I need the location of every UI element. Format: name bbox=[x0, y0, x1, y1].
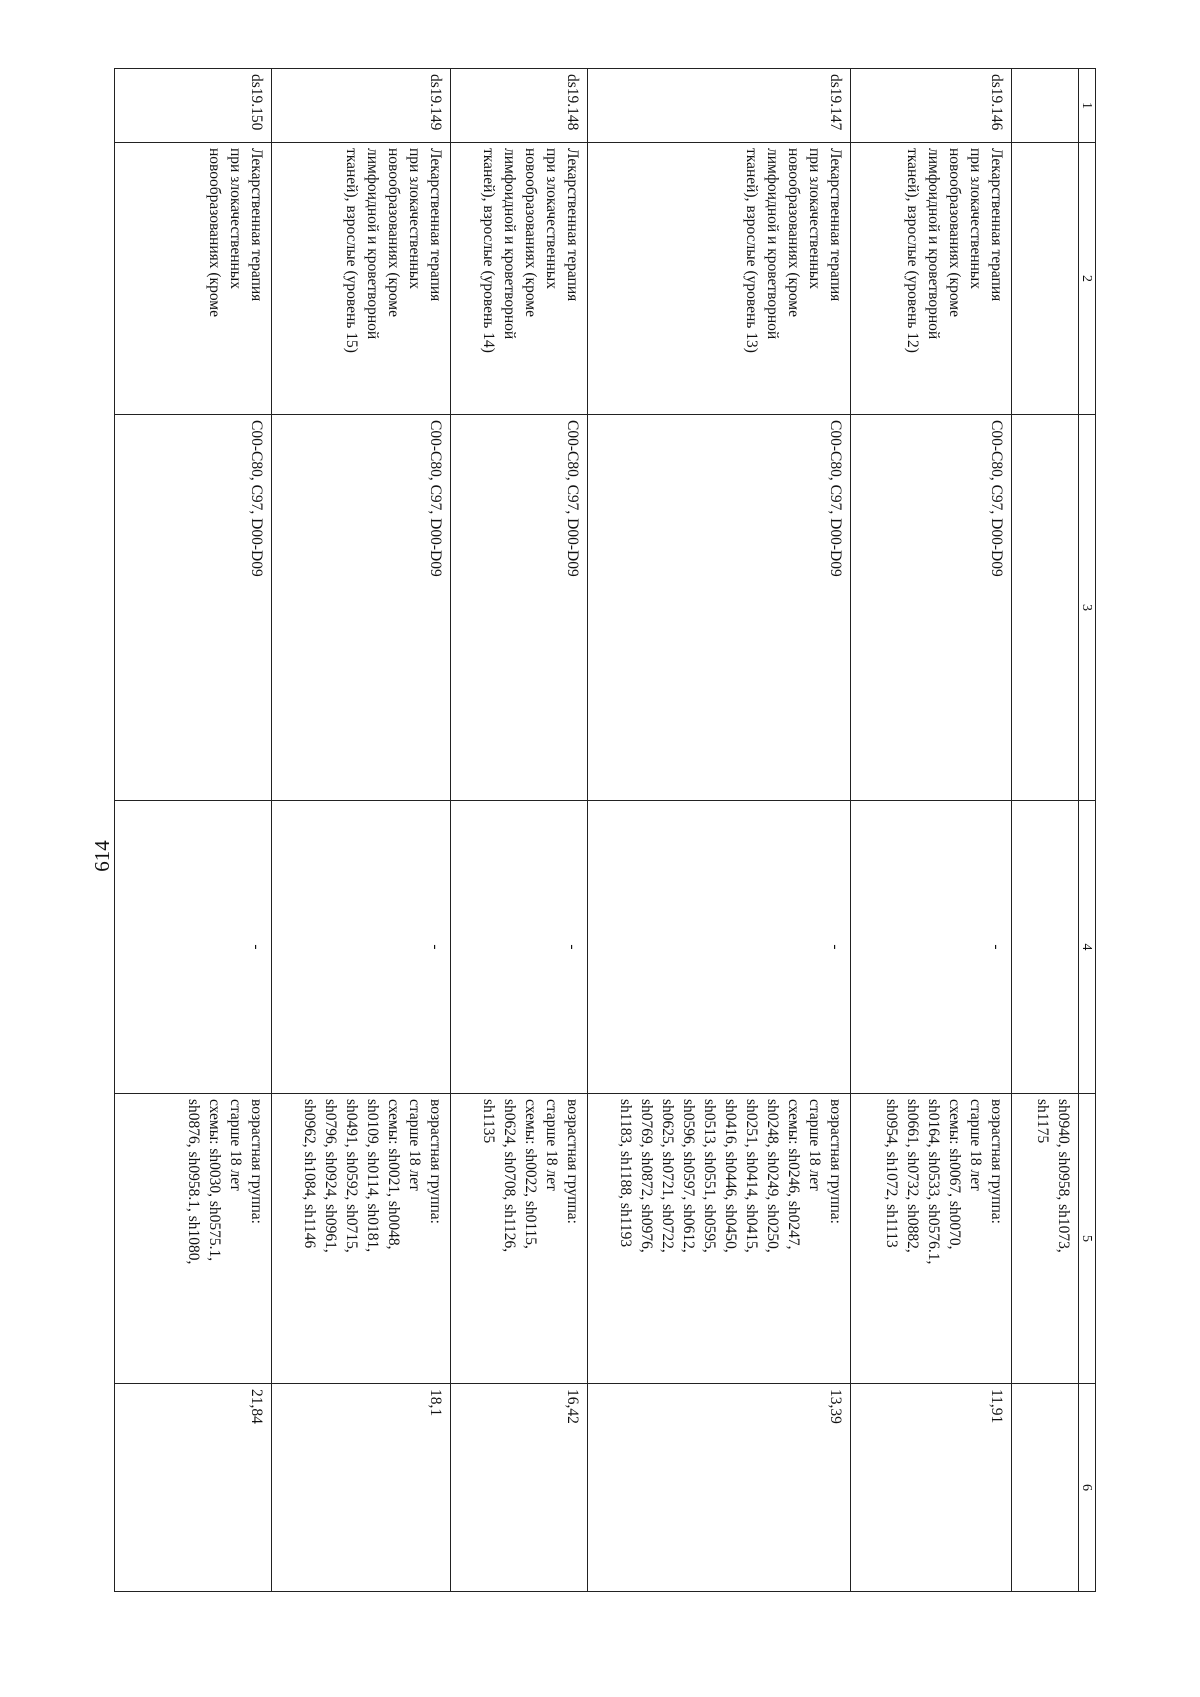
empty-cell bbox=[1012, 801, 1079, 1094]
criteria-line: sh0962, sh1084, sh1146 bbox=[301, 1099, 318, 1249]
name-line: тканей), взрослые (уровень 13) bbox=[743, 148, 760, 353]
continuation-row bbox=[1012, 69, 1079, 1592]
name-line: при злокачественных bbox=[806, 148, 823, 289]
coefficient-cell: 18,1 bbox=[272, 1384, 451, 1592]
name-line: Лекарственная терапия bbox=[564, 148, 581, 302]
column-number: 5 bbox=[1079, 1094, 1096, 1384]
table-row bbox=[115, 69, 272, 1592]
table-row bbox=[851, 69, 1012, 1592]
diagnoses-cell: C00-C80, C97, D00-D09 bbox=[451, 415, 588, 801]
column-number: 4 bbox=[1079, 801, 1096, 1094]
coefficient-cell: 21,84 bbox=[115, 1384, 272, 1592]
criteria-line: старше 18 лет bbox=[543, 1099, 560, 1191]
criteria-cell bbox=[588, 1094, 851, 1384]
name-cell bbox=[272, 143, 451, 415]
criteria-line: sh0109, sh0114, sh0181, bbox=[364, 1099, 381, 1253]
code-cell: ds19.148 bbox=[451, 69, 588, 143]
criteria-line: возрастная группа: bbox=[827, 1099, 844, 1224]
coefficient-cell: 16,42 bbox=[451, 1384, 588, 1592]
criteria-line: sh0796, sh0924, sh0961, bbox=[322, 1099, 339, 1253]
code-cell: ds19.150 bbox=[115, 69, 272, 143]
name-line: новообразованиях (кроме bbox=[206, 148, 223, 317]
column-number: 6 bbox=[1079, 1384, 1096, 1592]
criteria-line: схемы: sh0021, sh0048, bbox=[385, 1099, 402, 1250]
criteria-line: sh0624, sh0708, sh1126, bbox=[501, 1099, 518, 1253]
tariff-table bbox=[114, 68, 1096, 1592]
table-row bbox=[272, 69, 451, 1592]
criteria-line: sh0416, sh0446, sh0450, bbox=[722, 1099, 739, 1253]
criteria-line: схемы: sh0030, sh0575.1, bbox=[206, 1099, 223, 1262]
code-cell: ds19.149 bbox=[272, 69, 451, 143]
criteria-line: sh0876, sh0958.1, sh1080, bbox=[185, 1099, 202, 1265]
criteria-line: схемы: sh0067, sh0070, bbox=[946, 1099, 963, 1250]
name-line: при злокачественных bbox=[543, 148, 560, 289]
name-line: новообразованиях (кроме bbox=[785, 148, 802, 317]
col4-cell: - bbox=[115, 801, 272, 1094]
name-cell bbox=[851, 143, 1012, 415]
col4-cell: - bbox=[451, 801, 588, 1094]
col4-cell: - bbox=[851, 801, 1012, 1094]
column-number: 2 bbox=[1079, 143, 1096, 415]
col4-cell: - bbox=[588, 801, 851, 1094]
criteria-line: sh0661, sh0732, sh0882, bbox=[904, 1099, 921, 1253]
diagnoses-cell: C00-C80, C97, D00-D09 bbox=[272, 415, 451, 801]
criteria-cell bbox=[272, 1094, 451, 1384]
empty-cell bbox=[1012, 1384, 1079, 1592]
name-line: тканей), взрослые (уровень 15) bbox=[343, 148, 360, 353]
criteria-line: sh0954, sh1072, sh1113 bbox=[883, 1099, 900, 1248]
name-line: Лекарственная терапия bbox=[248, 148, 265, 302]
criteria-line: старше 18 лет bbox=[406, 1099, 423, 1191]
criteria-line: sh0596, sh0597, sh0612, bbox=[680, 1099, 697, 1253]
criteria-line: sh1183, sh1188, sh1193 bbox=[617, 1099, 634, 1248]
criteria-line: возрастная группа: bbox=[564, 1099, 581, 1224]
name-line: Лекарственная терапия bbox=[827, 148, 844, 302]
criteria-line: sh1135 bbox=[480, 1099, 497, 1144]
name-cell bbox=[588, 143, 851, 415]
name-line: при злокачественных bbox=[967, 148, 984, 289]
criteria-line: sh0164, sh0533, sh0576.1, bbox=[925, 1099, 942, 1265]
column-number-row bbox=[1079, 69, 1096, 1592]
name-line: при злокачественных bbox=[406, 148, 423, 289]
empty-cell bbox=[1012, 415, 1079, 801]
criteria-line: возрастная группа: bbox=[248, 1099, 265, 1224]
name-line: Лекарственная терапия bbox=[427, 148, 444, 302]
empty-cell bbox=[1012, 69, 1079, 143]
criteria-line: sh0251, sh0414, sh0415, bbox=[743, 1099, 760, 1253]
name-line: лимфоидной и кроветворной bbox=[501, 148, 518, 340]
diagnoses-cell: C00-C80, C97, D00-D09 bbox=[115, 415, 272, 801]
diagnoses-cell: C00-C80, C97, D00-D09 bbox=[588, 415, 851, 801]
criteria-cell bbox=[1012, 1094, 1079, 1384]
column-number: 3 bbox=[1079, 415, 1096, 801]
name-line: новообразованиях (кроме bbox=[522, 148, 539, 317]
page-number: 614 bbox=[90, 840, 114, 872]
criteria-line: старше 18 лет bbox=[227, 1099, 244, 1191]
criteria-line: sh1175 bbox=[1034, 1099, 1051, 1144]
criteria-line: sh0248, sh0249, sh0250, bbox=[764, 1099, 781, 1253]
column-number: 1 bbox=[1079, 69, 1096, 143]
name-line: лимфоидной и кроветворной bbox=[925, 148, 942, 340]
code-cell: ds19.146 bbox=[851, 69, 1012, 143]
name-line: новообразованиях (кроме bbox=[946, 148, 963, 317]
criteria-cell bbox=[115, 1094, 272, 1384]
criteria-line: sh0491, sh0592, sh0715, bbox=[343, 1099, 360, 1253]
name-line: тканей), взрослые (уровень 14) bbox=[480, 148, 497, 353]
name-line: при злокачественных bbox=[227, 148, 244, 289]
col4-cell: - bbox=[272, 801, 451, 1094]
criteria-line: sh0769, sh0872, sh0976, bbox=[638, 1099, 655, 1253]
criteria-line: схемы: sh0022, sh0115, bbox=[522, 1099, 539, 1249]
criteria-line: возрастная группа: bbox=[427, 1099, 444, 1224]
criteria-line: sh0625, sh0721, sh0722, bbox=[659, 1099, 676, 1253]
empty-cell bbox=[1012, 143, 1079, 415]
code-cell: ds19.147 bbox=[588, 69, 851, 143]
table-row bbox=[588, 69, 851, 1592]
table-rotated-container bbox=[146, 68, 1096, 1591]
criteria-line: sh0513, sh0551, sh0595, bbox=[701, 1099, 718, 1253]
diagnoses-cell: C00-C80, C97, D00-D09 bbox=[851, 415, 1012, 801]
name-cell bbox=[115, 143, 272, 415]
name-cell bbox=[451, 143, 588, 415]
criteria-cell bbox=[851, 1094, 1012, 1384]
criteria-line: старше 18 лет bbox=[967, 1099, 984, 1191]
criteria-line: возрастная группа: bbox=[988, 1099, 1005, 1224]
criteria-line: sh0940, sh0958, sh1073, bbox=[1055, 1099, 1072, 1253]
coefficient-cell: 11,91 bbox=[851, 1384, 1012, 1592]
name-line: Лекарственная терапия bbox=[988, 148, 1005, 302]
name-line: лимфоидной и кроветворной bbox=[764, 148, 781, 340]
table-row bbox=[451, 69, 588, 1592]
criteria-line: старше 18 лет bbox=[806, 1099, 823, 1191]
criteria-line: схемы: sh0246, sh0247, bbox=[785, 1099, 802, 1250]
criteria-cell bbox=[451, 1094, 588, 1384]
name-line: тканей), взрослые (уровень 12) bbox=[904, 148, 921, 353]
name-line: лимфоидной и кроветворной bbox=[364, 148, 381, 340]
coefficient-cell: 13,39 bbox=[588, 1384, 851, 1592]
name-line: новообразованиях (кроме bbox=[385, 148, 402, 317]
